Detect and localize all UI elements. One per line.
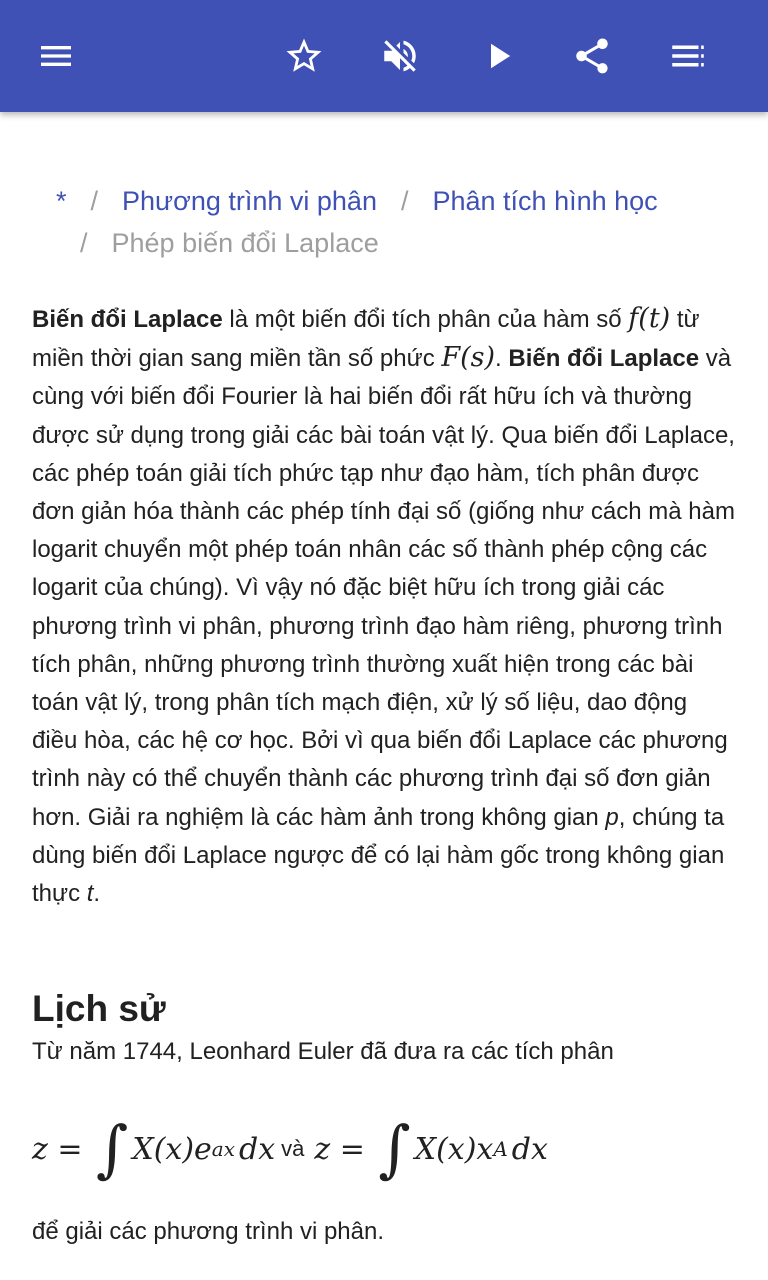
intro-bold-term: Biến đổi Laplace bbox=[508, 345, 700, 373]
formula-symbol: x bbox=[476, 1131, 494, 1167]
math-F-of-s bbox=[441, 342, 495, 373]
breadcrumb-current-page: Phép biến đổi Laplace bbox=[111, 228, 379, 258]
share-icon bbox=[571, 35, 613, 77]
formula-exponent: A bbox=[493, 1137, 508, 1161]
formula-conjunction: và bbox=[281, 1136, 305, 1161]
breadcrumb-row bbox=[56, 180, 736, 222]
math-symbol: f bbox=[628, 303, 639, 334]
play-icon bbox=[477, 35, 519, 77]
math-argument: (t) bbox=[638, 303, 671, 334]
math-symbol: F bbox=[441, 342, 461, 374]
mute-button[interactable] bbox=[372, 28, 428, 84]
breadcrumb-separator: / bbox=[90, 186, 99, 216]
intro-text: , chúng ta dùng biến đổi Laplace ngược để có lại hàm gốc trong không gian thực bbox=[32, 803, 725, 908]
variable-t: t bbox=[86, 880, 94, 908]
share-button[interactable] bbox=[564, 28, 620, 84]
article-body bbox=[32, 300, 736, 913]
math-f-of-t bbox=[628, 303, 670, 334]
integral-sign: ∫ bbox=[378, 1112, 411, 1185]
menu-icon bbox=[36, 36, 76, 76]
math-argument: (s) bbox=[460, 342, 496, 374]
euler-integral-formula bbox=[32, 1104, 548, 1194]
formula-symbol: (x) bbox=[436, 1131, 477, 1167]
breadcrumb bbox=[56, 180, 736, 264]
formula-symbol: dx bbox=[239, 1131, 276, 1167]
intro-text: là một biến đổi tích phân của hàm số bbox=[222, 306, 629, 333]
section-heading-history: Lịch sử bbox=[32, 988, 166, 1029]
formula-symbol: = bbox=[47, 1131, 93, 1167]
formula-symbol: dx bbox=[511, 1131, 548, 1167]
article-content bbox=[0, 112, 768, 1280]
intro-text: từ miền thời gian sang miền tần số phức bbox=[32, 306, 700, 373]
app-toolbar bbox=[0, 0, 768, 112]
formula-symbol: e bbox=[194, 1131, 212, 1167]
formula-symbol: z bbox=[314, 1131, 331, 1167]
star-icon bbox=[283, 35, 325, 77]
breadcrumb-link-geometric-analysis[interactable]: Phân tích hình học bbox=[432, 186, 658, 216]
volume-off-icon bbox=[379, 35, 421, 77]
integral-sign: ∫ bbox=[96, 1112, 129, 1185]
formula-symbol: (x) bbox=[153, 1131, 195, 1167]
breadcrumb-separator: / bbox=[400, 186, 409, 216]
intro-text: và cùng với biến đổi Fourier là hai biến đổi rất hữu ích và thường được sử dụng trong giải các bài toán vật lý. Qua biến đổi Laplace, các phép toán giải tích phức tạp như đạo hàm, tích phân được đơn giản hóa thành các phép tính đại số (giống như cách mà hàm logarit chuyển một phép toán nhân các số thành phép cộng các logarit của chúng). Vì vậy nó đặc biệt hữu ích trong giải các phương trình vi phân, phương trình đạo hàm riêng, phương trình tích phân, những phương trình thường xuất hiện trong các bài toán vật lý, trong phân tích mạch điện, xử lý số liệu, dao động điều hòa, các hệ cơ học. Bởi vì qua biến đổi Laplace các phương trình này có thể chuyển thành các phương trình đại số đơn giản hơn. Giải ra nghiệm là các hàm ảnh trong không gian bbox=[32, 345, 735, 831]
menu-button[interactable] bbox=[28, 28, 84, 84]
breadcrumb-link-differential-equations[interactable]: Phương trình vi phân bbox=[122, 186, 377, 216]
bookmark-button[interactable] bbox=[276, 28, 332, 84]
formula-exponent: ax bbox=[211, 1137, 235, 1161]
variable-p: p bbox=[605, 803, 619, 831]
breadcrumb-home-link[interactable]: * bbox=[56, 186, 67, 216]
formula-symbol: X bbox=[132, 1131, 154, 1167]
intro-bold-term: Biến đổi Laplace bbox=[32, 306, 223, 333]
formula-symbol: X bbox=[414, 1131, 437, 1167]
reading-list-icon bbox=[667, 35, 709, 77]
formula-symbol: = bbox=[330, 1131, 375, 1167]
formula-symbol: z bbox=[32, 1131, 48, 1167]
intro-text: . bbox=[93, 880, 101, 908]
breadcrumb-separator: / bbox=[80, 228, 88, 258]
history-intro-text: Từ năm 1744, Leonhard Euler đã đưa ra các tích phân bbox=[32, 1038, 614, 1065]
play-button[interactable] bbox=[470, 28, 526, 84]
intro-paragraph bbox=[32, 300, 736, 913]
breadcrumb-row bbox=[56, 222, 736, 264]
history-outro-text: để giải các phương trình vi phân. bbox=[32, 1218, 385, 1245]
contents-button[interactable] bbox=[660, 28, 716, 84]
intro-text: . bbox=[495, 345, 509, 373]
